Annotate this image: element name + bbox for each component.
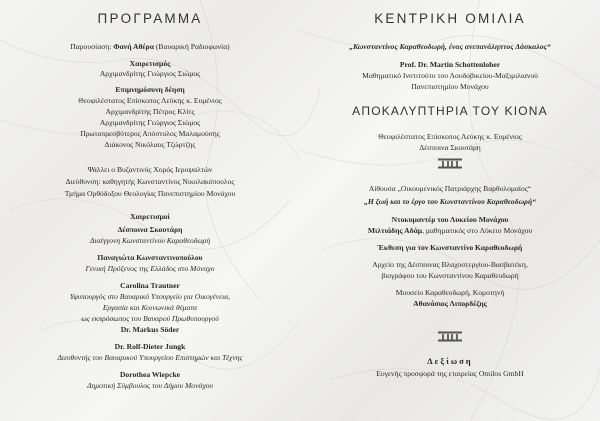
museum-person: Αθανάσιος Λιπορδέζης <box>413 299 487 308</box>
speaker-name: Prof. Dr. Martin Schottenloher <box>399 60 501 69</box>
presenter-name: Μιλτιάδης Αδάμ <box>367 226 423 235</box>
greeter-role: Γενική Πρόξενος της Ελλάδος στο Μόναχο <box>85 264 215 273</box>
greeter-name: Dr. Rolf-Dieter Jungk <box>114 342 186 351</box>
greeter-role: ως εκπρόσωπος του Βαυαρού Πρωθυπουργού <box>81 314 219 323</box>
unveiling-line: Θεοφιλέστατος Επίσκοπος Λεύκης κ. Ευμένιος <box>378 132 522 141</box>
reception-line: Ευγενής προσφορά της εταιρείας Omilos GmbH <box>376 369 524 378</box>
presenter-line <box>300 226 600 235</box>
keynote-title: ΚΕΝΤΡΙΚΗ ΟΜΙΛΙΑ <box>374 11 526 26</box>
greeting-name: Αρχιμανδρίτης Γεώργιος Σιώμος <box>99 69 201 78</box>
prayer-line: Διάκονος Νικόλαος Τζώρτζης <box>104 140 196 149</box>
unveiling-title: ΑΠΟΚΑΛΥΠΤΗΡΙΑ ΤΟΥ ΚΙΟΝΑ <box>352 104 548 118</box>
prayer-line: Αρχιμανδρίτης Πέτρος Κλίτς <box>105 107 195 116</box>
pillar-icon <box>437 158 463 169</box>
documentary-name: Ντοκυμαντέρ του Λυκείου Μονάχου <box>391 215 509 224</box>
presenter-role: , μαθηματικός στο Λύκειο Μονάχου <box>422 226 533 235</box>
program-title: ΠΡΟΓΡΑΜΜΑ <box>97 11 203 26</box>
greeter-role: Δισέγγονη Κωνσταντίνου Καραθεοδωρή <box>89 236 211 245</box>
prayer-line: Θεοφιλέστατος Επίσκοπος Λεύκης κ. Ευμένιος <box>78 96 222 105</box>
archive-line: βιογράφου του Κωνσταντίνου Καραθεοδωρή <box>381 271 519 280</box>
archive-line: Αρχείο της Δέσποινας Βλαχοστεργίου-Βασβατέκη, <box>372 260 528 269</box>
pillar-icon <box>437 331 463 342</box>
choir-line: Τμήμα Ορθόδοξου Θεολογίας Πανεπιστημίου Μονάχου <box>64 189 236 198</box>
prayer-line: Αρχιμανδρίτης Γεώργιος Σιώμος <box>99 118 201 127</box>
unveiling-line: Δέσποινα Σκουτάρη <box>419 143 481 152</box>
greeting-title: Χαιρετισμός <box>129 59 171 68</box>
greetings-title: Χαιρετισμοί <box>130 212 170 221</box>
greeter-name: Παναγιώτα Κωνσταντινοπούλου <box>97 253 203 262</box>
museum-line: Μουσείο Καραθεοδωρή, Κομοτηνή <box>395 288 505 297</box>
greeter-role: Διευθυντής του Βαυαρικού Υπουργείου Επιστημών και Τέχνης <box>57 353 243 362</box>
presenter-line <box>0 42 300 51</box>
greeter-role: Υφυπουργός στο Βαυαρικό Υπουργείο για Οικογένεια, <box>69 292 231 301</box>
presenter-suffix: (Βαυαρική Ραδιοφωνία) <box>153 42 230 51</box>
speaker-role: Πανεπιστημίου Μονάχου <box>411 82 489 91</box>
greeter-role: Δημοτική Σύμβουλος του Δήμου Μονάχου <box>87 381 213 390</box>
prayer-title: Επιμνημόσυνη δέηση <box>115 85 185 94</box>
life-title: „Η ζωή και το έργο του Κωνσταντίνου Καραθεοδωρή“ <box>364 197 536 206</box>
speaker-role: Μαθηματικό Ινστιτούτο του Λουδοβικείου-Μαξιμιλιανού <box>362 71 538 80</box>
prayer-line: Πρωτοπρεσβύτερος Απόστολος Μαλαμούσης <box>80 129 220 138</box>
greeter-role: Εργασία και Κοινωνικά θέματα <box>102 303 198 312</box>
presenter-prefix: Παρουσίαση: <box>70 42 114 51</box>
hall-name: Αίθουσα „Οικουμενικός Πατριάρχης Βαρθολομαίος“ <box>368 184 532 193</box>
keynote-column <box>300 0 600 421</box>
greeter-name: Dorothea Wiepcke <box>119 370 181 379</box>
talk-title: „Κωνσταντίνος Καραθεοδωρή, ένας ανεπανάληπτος Δάσκαλος“ <box>349 42 551 51</box>
greeter-name: Δέσποινα Σκουτάρη <box>117 225 183 234</box>
greeter-name: Carolina Trautner <box>120 281 180 290</box>
exhibition-title: Έκθεση για τον Κωνσταντίνο Καραθεοδωρή <box>377 243 523 252</box>
choir-line: Διεύθυνση: καθηγητής Κωνσταντίνος Νικολακόπουλος <box>65 177 235 186</box>
reception-title: Δεξίωση <box>427 356 473 366</box>
presenter-name: Φανή Αθέρα <box>113 42 154 51</box>
greeter-extra-name: Dr. Markus Söder <box>120 325 180 334</box>
choir-line: Ψάλλει ο Βυζαντινός Χορός Ιεροψαλτών <box>87 165 213 174</box>
